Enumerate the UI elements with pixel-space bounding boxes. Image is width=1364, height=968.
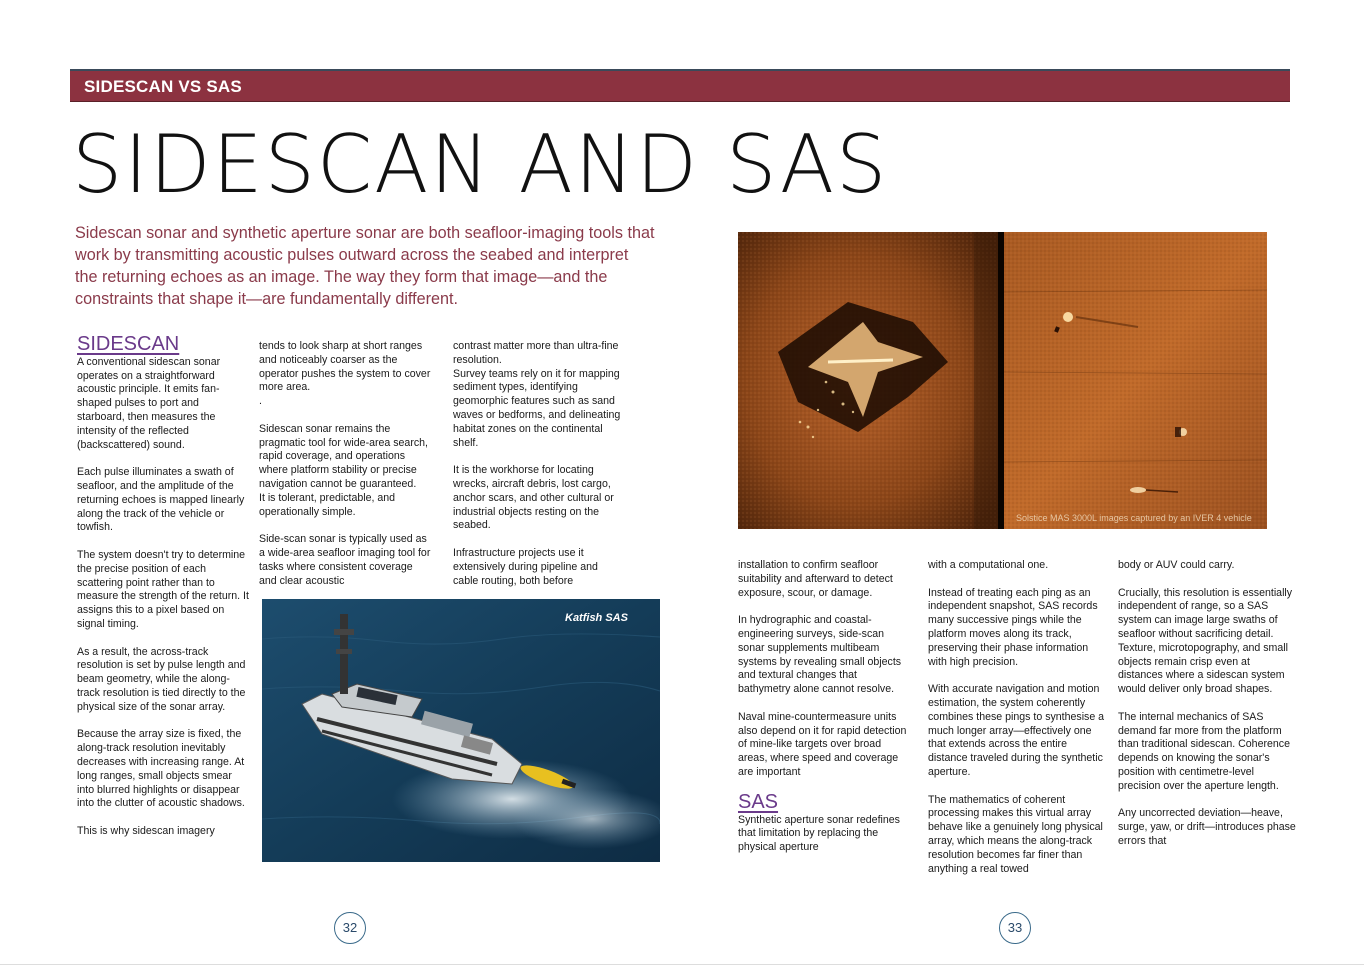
paragraph: Any uncorrected deviation—heave, surge, yaw, or drift—introduces phase errors that	[1118, 807, 1296, 847]
section-banner	[70, 69, 1290, 102]
paragraph: The system doesn't try to determine the precise position of each scattering point rather than to measure the strength of the return. It assigns this to a pixel based on signal timing.	[77, 548, 249, 630]
paragraph: As a result, the across-track resolution is set by pulse length and beam geometry, while the along-track resolution is tied directly to the physical size of the sonar array.	[77, 645, 246, 713]
banner-label: SIDESCAN VS SAS	[84, 77, 242, 96]
paragraph: Each pulse illuminates a swath of seafloor, and the amplitude of the returning echoes is mapped linearly along the track of the vehicle or towfish.	[77, 466, 245, 534]
column-3	[453, 340, 625, 602]
paragraph: Because the array size is fixed, the along-track resolution inevitably decreases with increasing range. At long ranges, small objects smear into blurred highlights or disappear into the clutter of acoustic shadows.	[77, 728, 245, 810]
paragraph: body or AUV could carry.	[1118, 559, 1235, 571]
sidescan-heading: SIDESCAN	[77, 333, 180, 355]
paragraph: Naval mine-countermeasure units also depend on it for rapid detection of mine-like targets over broad areas, where speed and coverage are important	[738, 710, 907, 778]
paragraph: Crucially, this resolution is essentially independent of range, so a SAS system can image large swaths of seafloor without sacrificing detail. Texture, microtopography, and small objects remain crisp even at distances where a sidescan system would deliver only broad shapes.	[1118, 586, 1293, 696]
paragraph: The mathematics of coherent processing makes this virtual array behave like a genuinely long physical array, which means the along-track resolution becomes far finer than anything a real towed	[928, 793, 1103, 875]
paragraph: In hydrographic and coastal-engineering surveys, side-scan sonar supplements multibeam systems by revealing small objects and textural changes that bathymetry alone cannot resolve.	[738, 614, 902, 696]
paragraph: The internal mechanics of SAS demand far more from the platform than traditional sidescan. Coherence depends on knowing the sonar's position with centimetre-level precision over the aperture length.	[1118, 710, 1290, 792]
paragraph: Instead of treating each ping as an independent snapshot, SAS records many successive pings while the platform moves along its track, preserving their phase information with high precision.	[928, 586, 1098, 668]
page-number-right: 33	[999, 912, 1031, 944]
paragraph: tends to look sharp at short ranges and noticeably coarser as the operator pushes the system to cover more area. .	[259, 340, 431, 408]
katfish-sas-photo	[262, 599, 660, 862]
paragraph: Sidescan sonar remains the pragmatic tool for wide-area search, rapid coverage, and operations where platform stability or precise navigation cannot be guaranteed. It is tolerant, predictable, and operationally simple.	[259, 422, 428, 518]
column-6	[1118, 559, 1296, 863]
page-number-left: 32	[334, 912, 366, 944]
paragraph: Infrastructure projects use it extensively during pipeline and cable routing, both before	[453, 546, 598, 587]
paragraph: installation to confirm seafloor suitability and afterward to detect exposure, scour, or damage.	[738, 559, 893, 599]
sonar-imagery	[738, 232, 1267, 529]
column-4	[738, 559, 910, 869]
sonar-caption: Solstice MAS 3000L images captured by an IVER 4 vehicle	[1016, 513, 1252, 523]
intro-paragraph: Sidescan sonar and synthetic aperture sonar are both seafloor-imaging tools that work by transmitting acoustic pulses outward across the seabed and interpret the returning echoes as an image. The way they form that image—and the constraints that shape it—are fundamentally different.	[75, 224, 655, 308]
boat-caption: Katfish SAS	[565, 612, 628, 624]
column-5	[928, 559, 1108, 890]
paragraph: It is the workhorse for locating wrecks, aircraft debris, lost cargo, anchor scars, and other cultural or industrial objects resting on the seabed.	[453, 464, 614, 532]
paragraph: With accurate navigation and motion estimation, the system coherently combines these pings to synthesise a much longer array—effectively one that extends across the entire distance traveled during the synthetic aperture.	[928, 683, 1105, 778]
column-1	[77, 333, 249, 852]
paragraph: contrast matter more than ultra-fine resolution. Survey teams rely on it for mapping sediment types, identifying geomorphic features such as sand waves or bedforms, and delineating habitat zones on the continental shelf.	[453, 340, 621, 449]
paragraph: A conventional sidescan sonar operates on a straightforward acoustic principle. It emits fan-shaped pulses to port and starboard, then measures the intensity of the reflected (backscattered) sound.	[77, 355, 221, 451]
sonar-illustration	[738, 232, 1267, 529]
paragraph: Side-scan sonar is typically used as a wide-area seafloor imaging tool for tasks where consistent coverage and clear acoustic	[259, 533, 431, 587]
paragraph: Synthetic aperture sonar redefines that limitation by replacing the physical aperture	[738, 813, 900, 854]
page-divider	[0, 964, 1364, 965]
page-title: SIDESCAN AND SAS	[72, 118, 889, 211]
paragraph: This is why sidescan imagery	[77, 824, 215, 837]
boat-illustration	[262, 599, 660, 862]
paragraph: with a computational one.	[928, 559, 1049, 571]
column-2	[259, 340, 431, 602]
sas-heading: SAS	[738, 790, 779, 813]
